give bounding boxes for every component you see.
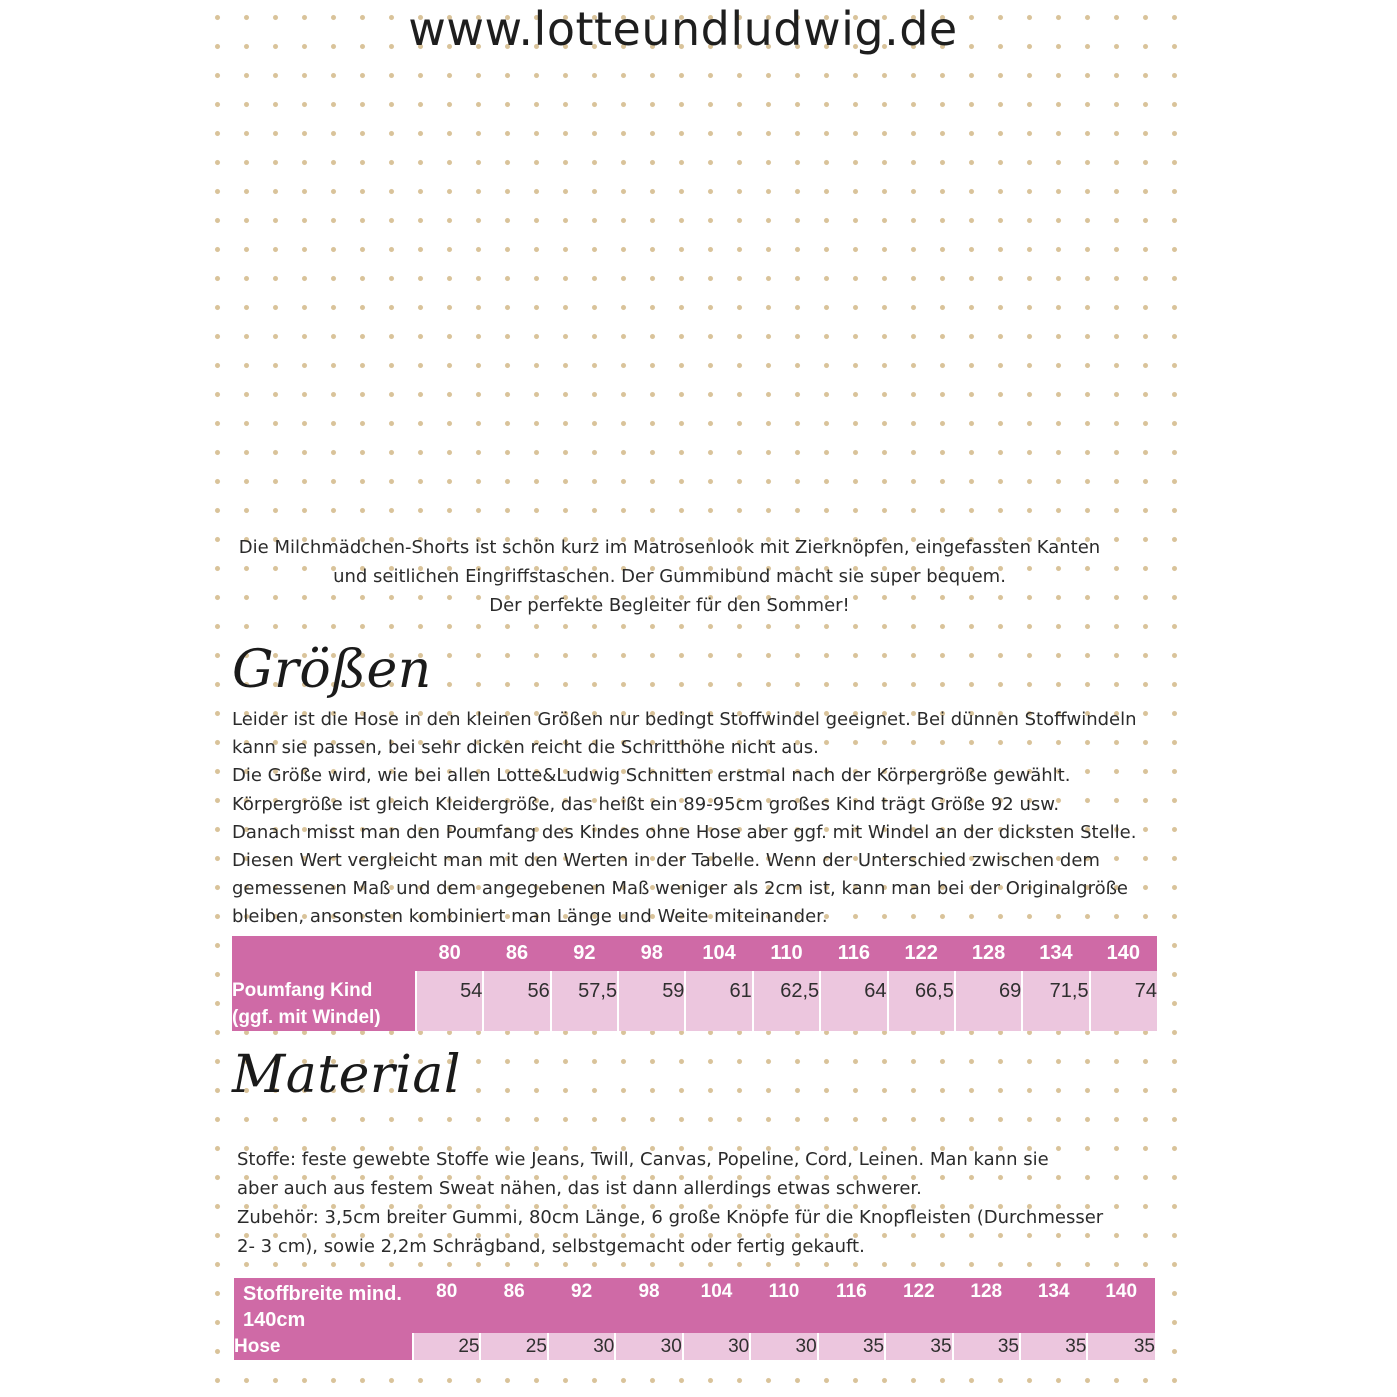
size-header-label [232,936,416,971]
poumfang-value: 56 [483,971,550,1031]
fabric-header-row [234,1278,1155,1333]
size-header-cell: 86 [480,1278,547,1333]
size-header-cell: 86 [483,936,550,971]
material-line: 2- 3 cm), sowie 2,2m Schrägband, selbstgemacht oder fertig gekauft. [237,1236,865,1257]
poumfang-row [232,971,1157,1031]
fabric-header-line: 140cm [243,1309,306,1331]
hose-value: 30 [683,1333,750,1360]
poumfang-table [232,936,1157,1031]
hose-value: 35 [885,1333,952,1360]
hose-value: 30 [548,1333,615,1360]
size-header-cell: 110 [753,936,820,971]
sizes-line: Leider ist die Hose in den kleinen Größen nur bedingt Stoffwindel geeignet. Bei dünnen Stoffwindeln [232,709,1137,730]
size-header-cell: 140 [1087,1278,1155,1333]
size-header-cell: 122 [885,1278,952,1333]
sizes-line: bleiben, ansonsten kombiniert man Länge und Weite miteinander. [232,906,828,928]
size-header-cell: 116 [818,1278,885,1333]
poumfang-row-label [232,971,416,1031]
poumfang-value: 59 [618,971,685,1031]
fabric-header-line: Stoffbreite mind. [243,1283,402,1305]
size-header-cell: 134 [1022,936,1089,971]
sizes-line: Danach misst man den Poumfang des Kindes ohne Hose aber ggf. mit Windel an der dicksten Stelle. [232,821,1137,843]
sizes-heading: Größen [232,640,432,700]
size-header-cell: 80 [416,936,483,971]
size-header-cell: 128 [953,1278,1020,1333]
hose-value: 25 [413,1333,480,1360]
left-margin [0,0,200,1397]
size-header-cell: 80 [413,1278,480,1333]
poumfang-value: 54 [416,971,483,1031]
hose-value: 30 [615,1333,682,1360]
hose-value: 30 [750,1333,817,1360]
sizes-line: Körpergröße ist gleich Kleidergröße, das heißt ein 89-95cm großes Kind trägt Größe 92 usw. [232,793,1060,815]
intro-line: Der perfekte Begleiter für den Sommer! [489,595,850,616]
hose-value: 35 [953,1333,1020,1360]
sizes-line: Die Größe wird, wie bei allen Lotte&Ludwig Schnitten erstmal nach der Körpergröße gewählt. [232,765,1071,787]
sizes-description [232,706,1137,932]
poumfang-value: 74 [1090,971,1157,1031]
hose-row [234,1333,1155,1360]
material-line: Stoffe: feste gewebte Stoffe wie Jeans, Twill, Canvas, Popeline, Cord, Leinen. Man kann sie [237,1149,1049,1170]
size-header-cell: 110 [750,1278,817,1333]
hose-value: 35 [818,1333,885,1360]
fabric-header-label [234,1278,413,1333]
poumfang-label-line: (ggf. mit Windel) [232,1007,381,1028]
material-line: Zubehör: 3,5cm breiter Gummi, 80cm Länge, 6 große Knöpfe für die Knopfleisten (Durchmesser [237,1207,1104,1228]
fabric-width-table [234,1278,1155,1360]
sizes-line: gemessenen Maß und dem angegebenen Maß weniger als 2cm ist, kann man bei der Originalgröße [232,878,1129,900]
size-header-cell: 122 [888,936,955,971]
hose-value: 35 [1020,1333,1087,1360]
size-header-cell: 134 [1020,1278,1087,1333]
intro-text [232,533,1107,620]
poumfang-value: 62,5 [753,971,820,1031]
poumfang-value: 69 [955,971,1022,1031]
hose-value: 25 [480,1333,547,1360]
poumfang-label-line: Poumfang Kind [232,980,373,1001]
size-header-cell: 98 [618,936,685,971]
material-line: aber auch aus festem Sweat nähen, das ist dann allerdings etwas schwerer. [237,1178,922,1199]
site-url[interactable]: www.lotteundludwig.de [408,2,958,56]
size-header-cell: 128 [955,936,1022,971]
poumfang-value: 64 [820,971,887,1031]
size-header-cell: 92 [548,1278,615,1333]
size-header-cell: 140 [1090,936,1157,971]
size-header-cell: 104 [685,936,752,971]
size-header-cell: 104 [683,1278,750,1333]
intro-line: Die Milchmädchen-Shorts ist schön kurz im Matrosenlook mit Zierknöpfen, eingefassten Kanten [238,537,1101,558]
sizes-line: kann sie passen, bei sehr dicken reicht die Schritthöhe nicht aus. [232,737,819,759]
size-header-cell: 98 [615,1278,682,1333]
poumfang-value: 57,5 [551,971,618,1031]
sizes-line: Diesen Wert vergleicht man mit den Werten in der Tabelle. Wenn der Unterschied zwischen dem [232,850,1100,872]
poumfang-value: 61 [685,971,752,1031]
hose-value: 35 [1087,1333,1155,1360]
material-description [237,1145,1137,1261]
size-header-row [232,936,1157,971]
right-margin [1185,0,1397,1397]
poumfang-value: 71,5 [1022,971,1089,1031]
poumfang-value: 66,5 [888,971,955,1031]
size-header-cell: 92 [551,936,618,971]
intro-line: und seitlichen Eingriffstaschen. Der Gummibund macht sie super bequem. [333,566,1006,587]
size-header-cell: 116 [820,936,887,971]
hose-row-label: Hose [234,1333,413,1360]
material-heading: Material [232,1045,462,1105]
